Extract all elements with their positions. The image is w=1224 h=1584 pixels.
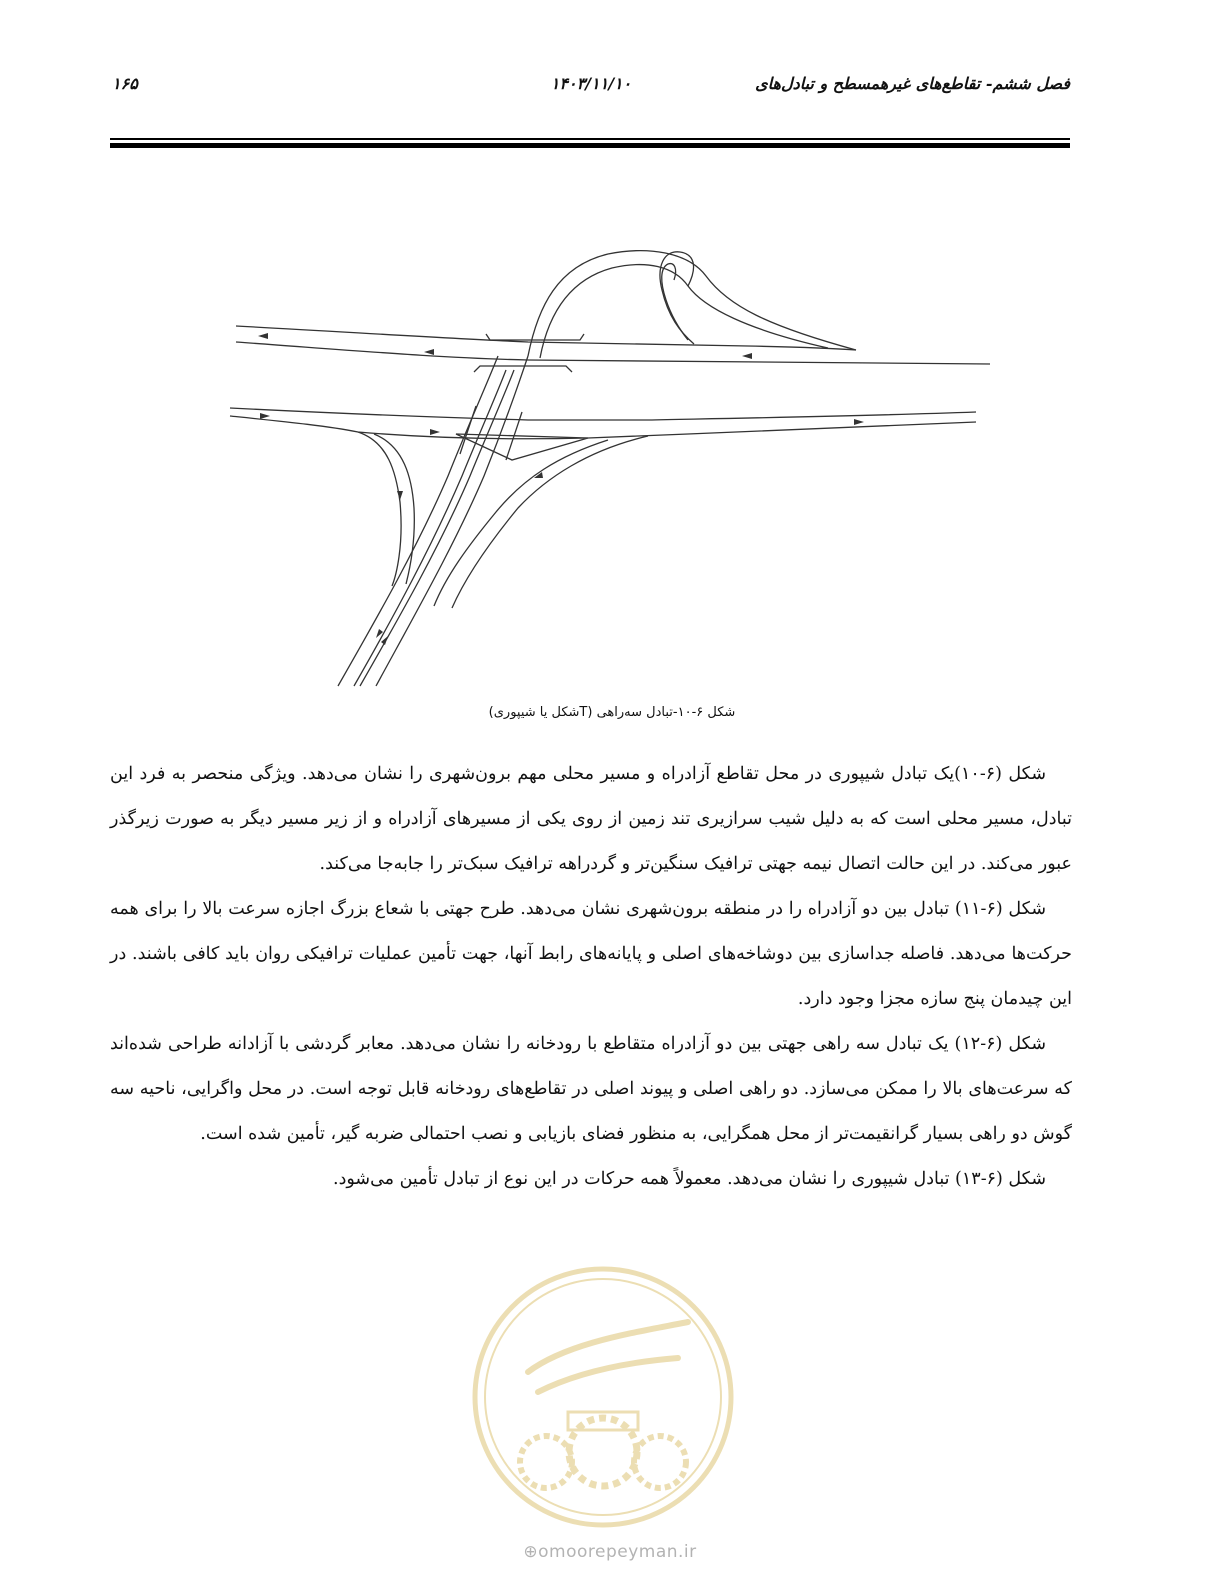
arrow-lower-east-1 <box>260 413 270 419</box>
gear-icon-2 <box>569 1418 637 1486</box>
right-ramp-outer <box>434 440 608 606</box>
watermark-globe-icon: ⊕ <box>523 1542 539 1562</box>
upper-freeway-edge-bottom <box>236 342 990 364</box>
paragraph-3: شکل (۶-۱۲) یک تبادل سه راهی جهتی بین دو آزادراه متقاطع با رودخانه را نشان می‌دهد. معابر گردشی با آزادانه طراحی شده‌اند که سرعت‌های بالا را ممکن می‌سازد. دو راهی اصلی و پیوند اصلی در تقاطع‌های رودخانه قابل توجه است. در محل واگرایی، ناحیه سه گوش دو راهی بسیار گرانقیمت‌تر از محل همگرایی، به منظور فضای بازیابی و نصب احتمالی ضربه گیر، تأمین شده است. <box>110 1034 1072 1144</box>
left-ramp-inner <box>374 434 414 584</box>
loop-ramp-inner <box>540 265 828 358</box>
header-date: ۱۴۰۳/۱۱/۱۰ <box>550 74 632 93</box>
arrow-upper-west-1 <box>258 333 268 339</box>
connector-road-left-edge <box>338 356 498 686</box>
arrow-lower-east-2 <box>430 429 440 435</box>
left-ramp-outer <box>358 432 401 586</box>
arrow-upper-west-3 <box>742 353 752 359</box>
watermark-inner-ring <box>485 1279 721 1515</box>
gear-icon <box>520 1436 572 1488</box>
chapter-title: فصل ششم- تقاطع‌های غیرهمسطح و تبادل‌های <box>755 74 1070 93</box>
overpass-top-deck <box>486 334 584 340</box>
paragraph-1: شکل (۶-۱۰)یک تبادل شیپوری در محل تقاطع آزادراه و مسیر محلی مهم برون‌شهری را نشان می‌دهد. ویژگی منحصر به فرد این تبادل، مسیر محلی است که به دلیل شیب سرازیری تند زمین از روی یکی از مسیرهای آزادراه و از زیر مسیر دیگر به صورت زیرگذر عبور می‌کند. در این حالت اتصال نیمه جهتی ترافیک سنگین‌تر و گردراهه ترافیک سبک‌تر را جابه‌جا می‌کند. <box>110 764 1072 874</box>
arrow-lower-east-3 <box>854 419 864 425</box>
trumpet-interchange-diagram <box>228 246 998 694</box>
watermark-swash <box>528 1322 688 1392</box>
paragraph-4: شکل (۶-۱۳) تبادل شیپوری را نشان می‌دهد. معمولاً همه حرکات در این نوع از تبادل تأمین می‌شود. <box>333 1169 1046 1189</box>
lower-freeway-edge-top <box>230 408 976 420</box>
gear-icon-3 <box>634 1436 686 1488</box>
arrow-upper-west-2 <box>424 349 434 355</box>
paragraph-2: شکل (۶-۱۱) تبادل بین دو آزادراه را در منطقه برون‌شهری نشان می‌دهد. طرح جهتی با شعاع بزرگ اجازه سرعت بالا را برای همه حرکت‌ها می‌دهد. فاصله جداسازی بین دوشاخه‌های اصلی و پایانه‌های رابط آنها، جهت تأمین عملیات ترافیکی روان باید کافی باشند. در این چیدمان پنج سازه مجزا وجود دارد. <box>110 899 1072 1009</box>
connector-road-right-edge <box>376 356 528 686</box>
header-rule-thick <box>110 143 1070 148</box>
right-ramp-inner <box>452 436 648 608</box>
page-number: ۱۶۵ <box>112 74 138 93</box>
watermark-logo <box>468 1262 738 1532</box>
page-header <box>112 74 1070 104</box>
arrow-left-ramp <box>397 491 403 500</box>
watermark-url <box>490 1542 730 1562</box>
figure-caption: شکل ۶-۱۰-تبادل سه‌راهی (Tشکل یا شیپوری) <box>488 705 736 720</box>
watermark-url-text: omoorepeyman.ir <box>538 1542 697 1562</box>
header-rule-thin <box>110 138 1070 140</box>
body-text <box>110 752 1072 1202</box>
